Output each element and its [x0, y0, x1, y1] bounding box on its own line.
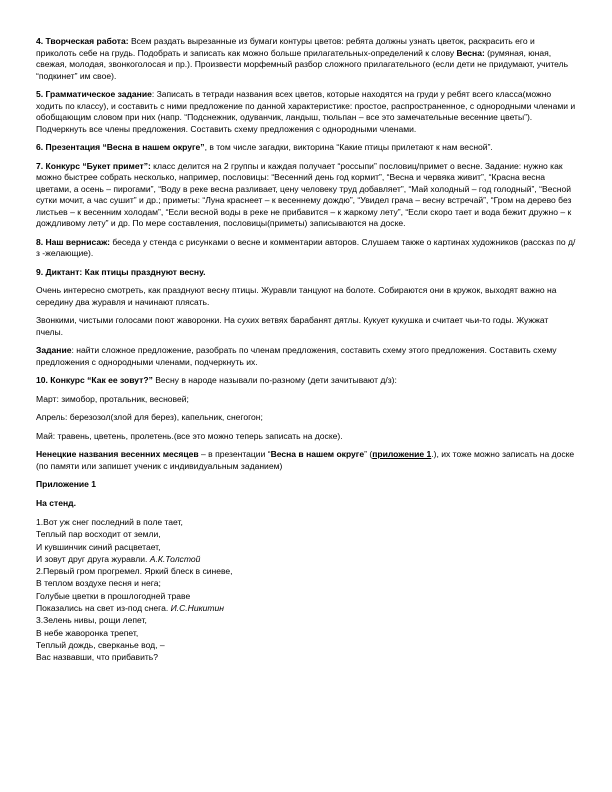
poem-line: В теплом воздухе песня и нега;: [36, 578, 161, 589]
poem-author: А.К.Толстой: [149, 553, 201, 564]
dictation-task: Задание: найти сложное предложение, разобрать по членам предложения, составить схему этого предложения. Составить схему предложения с однородными членами, подчеркнуть их.: [36, 345, 557, 367]
poem-line: Голубые цветки в прошлогодней траве: [36, 590, 191, 601]
section-7: 7. Конкурс “Букет примет”: класс делится на 2 группы и каждая получает “россыпи” пословиц/примет о весне. Задание: нужно как можно быстрее собрать несколько, например, пословицы: “Весенний день год кормит”, “Весна и червяка живит”, “Красна весна цветами, а осень – пирогами”, “Воду в реке весна разливает, цену человеку труд добавляет”, “Май холодный – год голодный”, “Весной сутки мочит, а час сушит” и др.; приметы: “Луна краснеет – к весеннему дождю”, “Увидел грача – весну встречай”, “Гром на дерево без листьев – к весенним холодам”, “Если весной воды в реке не прибавится – к жаркому лету”, “Если скоро тает и вода бежит дружно – к дождливому лету” и др. По мере составления, пословицы(приметы) записываются на доске.: [36, 160, 572, 228]
appendix-subtitle: На стенд.: [36, 497, 76, 508]
poem-line: 2.Первый гром прогремел. Яркий блеск в синеве,: [36, 566, 233, 577]
section-5-heading: 5. Грамматическое задание: [36, 89, 152, 99]
section-4-heading: 4. Творческая работа:: [36, 36, 129, 46]
section-9-heading: 9. Диктант: Как птицы празднуют весну.: [36, 266, 206, 277]
poem-block: [36, 516, 576, 664]
poem-author: И.С.Никитин: [170, 603, 224, 614]
section-7-heading: 7. Конкурс “Букет примет”:: [36, 160, 151, 171]
dictation-paragraph-2: Звонкими, чистыми голосами поют жаворонки. На сухих ветвях барабанят дятлы. Кукует кукушка и считает чьи-то годы. Жужжат пчелы.: [36, 315, 549, 337]
section-8: 8. Наш вернисаж: беседа у стенда с рисунками о весне и комментарии авторов. Слушаем также о картинах художников (рассказ по д/з -желающие).: [36, 236, 576, 258]
poem-line: Показались на свет из-под снега. И.С.Никитин: [36, 603, 224, 614]
dictation-paragraph-1: Очень интересно смотреть, как празднуют весну птицы. Журавли танцуют на болоте. Собираются они в кружок, выходят важно на середину два журавля и начинают плясать.: [36, 285, 557, 307]
poem-line: 1.Вот уж снег последний в поле тает,: [36, 517, 183, 527]
nenets-names: Ненецкие названия весенних месяцев – в презентации “Весна в нашем округе” (приложение 1.), их тоже можно записать на доске (по памяти или запишет ученик с индивидуальным заданием): [36, 449, 575, 471]
poem-line: Вас назвавши, что прибавить?: [36, 652, 158, 663]
poem-line: И кувшинчик синий расцветает,: [36, 541, 161, 552]
appendix-title: Приложение 1: [36, 479, 97, 489]
march-names: Март: зимобор, протальник, весновей;: [36, 393, 189, 404]
may-names: Май: травень, цветень, пролетень.(все это можно теперь записать на доске).: [36, 430, 343, 441]
section-6: 6. Презентация “Весна в нашем округе”, в том числе загадки, викторина “Какие птицы прилетают к нам весной”.: [36, 142, 493, 152]
appendix-link[interactable]: приложение 1: [372, 449, 432, 459]
section-5: 5. Грамматическое задание: Записать в тетради названия всех цветов, которые находятся на груди у ребят всего класса(можно ходить по классу), и составить с ними предложение по данной характеристике: простое, распространенное, с однородными членами и обобщающим словом при них (напр. “Подснежник, одуванчик, ландыш, тюльпан – все это замечательные весенние цветы”). Подчеркнуть все члены предложения. Составить схему предложения с однородными членами.: [36, 89, 576, 134]
poem-line: Теплый пар восходит от земли,: [36, 529, 161, 540]
section-8-heading: 8. Наш вернисаж:: [36, 236, 110, 247]
poem-line: Теплый дождь, сверканье вод, –: [36, 639, 165, 650]
section-6-heading: 6. Презентация “Весна в нашем округе”: [36, 142, 205, 152]
document-page: [36, 36, 576, 664]
poem-line: И зовут друг друга журавли. А.К.Толстой: [36, 553, 201, 564]
poem-line: В небе жаворонка трепет,: [36, 627, 139, 638]
poem-line: 3.Зелень нивы, рощи лепет,: [36, 615, 147, 626]
section-10-heading: 10. Конкурс “Как ее зовут?”: [36, 375, 153, 385]
section-10: 10. Конкурс “Как ее зовут?” Весну в народе называли по-разному (дети зачитывают д/з):: [36, 375, 397, 385]
section-4: 4. Творческая работа: Всем раздать вырезанные из бумаги контуры цветов: ребята должны узнать цветок, раскрасить его и приколоть себе на грудь. Подобрать и записать как можно больше прилагательных-определений к слову Весна: (румяная, юная, свежая, молодая, звонкоголосая и пр.). Произвести морфемный разбор сложного прилагательного (если дети не придумают, учитель “подкинет” им свое).: [36, 36, 569, 81]
april-names: Апрель: березозол(злой для берез), капельник, снегогон;: [36, 412, 263, 422]
